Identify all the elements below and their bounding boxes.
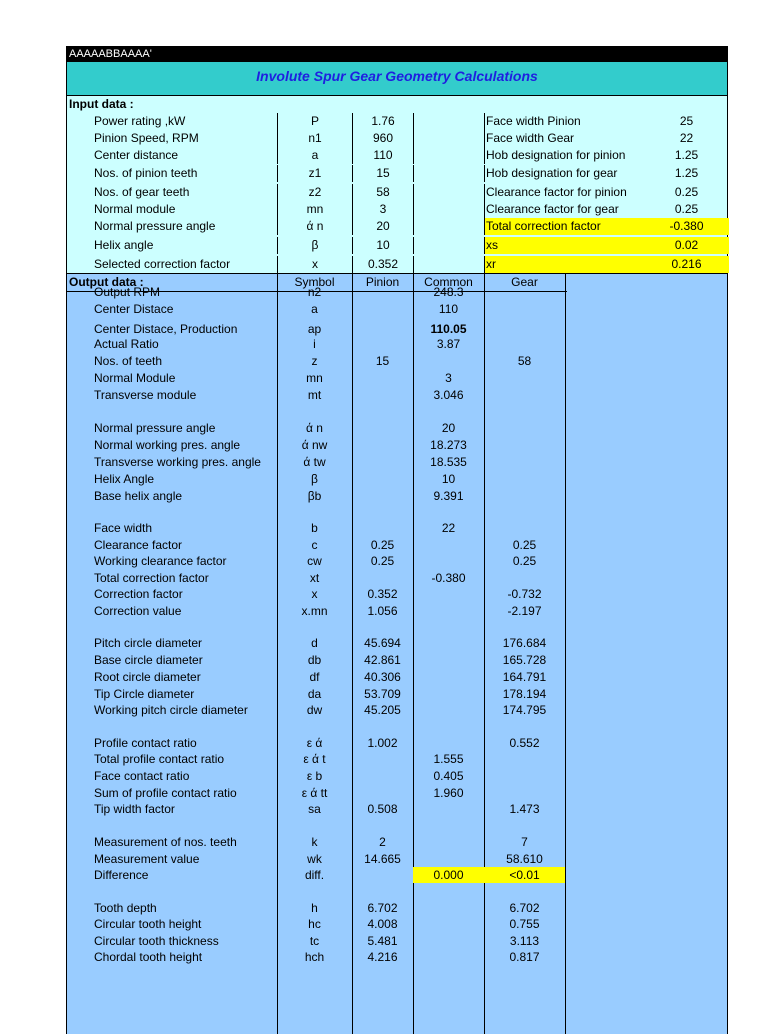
output-label: Transverse working pres. angle <box>94 455 261 469</box>
output-symbol: tc <box>309 934 320 948</box>
input-right-value-cell[interactable]: 1.25 <box>674 166 699 180</box>
table-row <box>67 652 567 668</box>
output-symbol: diff. <box>304 868 325 882</box>
output-symbol: x.mn <box>301 604 328 618</box>
output-label: Face width <box>94 521 153 535</box>
input-empty-cell <box>413 218 484 235</box>
input-empty-cell <box>413 130 484 147</box>
input-empty-cell <box>413 237 484 254</box>
input-symbol: ά n <box>277 218 352 235</box>
output-label: Total correction factor <box>94 571 209 585</box>
output-label: Transverse module <box>94 388 197 402</box>
input-data-heading: Input data : <box>66 95 728 113</box>
table-row <box>67 420 567 436</box>
table-row <box>67 284 567 300</box>
common-value-cell[interactable]: 18.535 <box>430 455 467 469</box>
output-symbol: d <box>311 636 318 650</box>
col-gear-header: Gear <box>511 275 538 289</box>
output-label: Helix Angle <box>94 472 155 486</box>
common-value-cell[interactable]: 0.000 <box>413 867 484 883</box>
pinion-value-cell[interactable]: 42.861 <box>364 653 401 667</box>
common-value-cell[interactable]: 18.273 <box>430 438 467 452</box>
input-right-label: Hob designation for gear <box>484 165 644 182</box>
table-row <box>67 537 567 553</box>
table-row <box>67 669 567 685</box>
table-row <box>67 520 567 536</box>
sheet-top-label: AAAAABBAAAA' <box>66 46 728 62</box>
output-label: Tip width factor <box>94 802 175 816</box>
input-row <box>67 130 729 147</box>
input-empty-cell <box>413 113 484 130</box>
input-data-table <box>66 113 728 273</box>
gear-value-cell[interactable]: 0.25 <box>512 538 537 552</box>
gear-value-cell[interactable]: 0.755 <box>509 917 540 931</box>
output-label: Face contact ratio <box>94 769 190 783</box>
input-row <box>67 184 729 201</box>
input-empty-cell <box>413 147 484 164</box>
pinion-value-cell[interactable]: 4.008 <box>367 917 398 931</box>
input-label: Center distance <box>94 148 179 162</box>
common-value-cell[interactable]: 1.555 <box>433 752 464 766</box>
gear-value-cell[interactable]: 165.728 <box>502 653 547 667</box>
input-right-value-cell[interactable]: 0.216 <box>644 256 729 273</box>
output-symbol: z <box>311 354 318 368</box>
output-symbol: ά nw <box>301 438 328 452</box>
output-label: Base helix angle <box>94 489 183 503</box>
input-right-label: Face width Pinion <box>484 113 644 130</box>
col-pinion-header: Pinion <box>365 275 400 289</box>
output-label: Normal working pres. angle <box>94 438 241 452</box>
common-value-cell[interactable]: 248.3 <box>433 285 464 299</box>
input-right-label: xs <box>484 237 644 254</box>
output-symbol: hc <box>308 917 321 931</box>
input-right-label: Clearance factor for gear <box>484 201 644 218</box>
input-label: Nos. of gear teeth <box>94 185 190 199</box>
input-symbol: z2 <box>277 184 352 201</box>
input-right-value-cell[interactable]: 0.25 <box>674 185 699 199</box>
output-symbol: h <box>311 901 318 915</box>
table-row <box>67 900 567 916</box>
input-right-value-cell[interactable]: 0.02 <box>644 237 729 254</box>
input-row <box>67 113 729 130</box>
output-label: Base circle diameter <box>94 653 203 667</box>
pinion-value-cell[interactable]: 15 <box>375 354 390 368</box>
input-symbol: P <box>277 113 352 130</box>
input-right-label: xr <box>484 256 644 273</box>
table-row <box>67 321 567 337</box>
output-label: Profile contact ratio <box>94 736 197 750</box>
common-value-cell[interactable]: 1.960 <box>433 786 464 800</box>
input-row <box>67 237 729 254</box>
table-row <box>67 454 567 470</box>
common-value-cell[interactable]: 110.05 <box>430 322 467 336</box>
pinion-value-cell[interactable]: 5.481 <box>367 934 398 948</box>
table-row <box>67 353 567 369</box>
table-row <box>67 471 567 487</box>
pinion-value-cell[interactable]: 0.508 <box>367 802 398 816</box>
table-row <box>67 488 567 504</box>
input-right-label: Total correction factor <box>484 218 644 235</box>
pinion-value-cell[interactable]: 53.709 <box>364 687 401 701</box>
input-symbol: n1 <box>277 130 352 147</box>
output-label: Measurement value <box>94 852 200 866</box>
table-row <box>67 603 567 619</box>
gear-value-cell[interactable]: -0.732 <box>507 587 542 601</box>
input-value-cell[interactable]: 10 <box>352 237 413 254</box>
output-label: Output RPM <box>94 285 161 299</box>
common-value-cell[interactable]: 3.046 <box>433 388 464 402</box>
input-right-value-cell[interactable]: 0.25 <box>674 202 699 216</box>
input-value-cell[interactable]: 58 <box>352 184 413 201</box>
input-value-cell[interactable]: 15 <box>352 165 413 182</box>
output-label: Circular tooth thickness <box>94 934 219 948</box>
gear-value-cell[interactable]: 6.702 <box>509 901 540 915</box>
input-empty-cell <box>413 256 484 273</box>
output-symbol: cw <box>307 554 322 568</box>
input-empty-cell <box>413 184 484 201</box>
table-row <box>67 686 567 702</box>
input-right-value-cell[interactable]: -0.380 <box>644 218 729 235</box>
input-value-cell[interactable]: 1.76 <box>352 113 413 130</box>
pinion-value-cell[interactable]: 40.306 <box>364 670 401 684</box>
gear-value-cell[interactable]: 7 <box>521 835 528 849</box>
output-label: Tooth depth <box>94 901 157 915</box>
output-symbol: ε ά <box>306 736 323 750</box>
output-symbol: n2 <box>307 285 322 299</box>
input-label: Selected correction factor <box>94 257 231 271</box>
output-label: Total profile contact ratio <box>94 752 225 766</box>
table-row <box>67 834 567 850</box>
input-symbol: a <box>277 147 352 164</box>
output-symbol: b <box>311 521 318 535</box>
output-symbol: x <box>311 587 318 601</box>
gear-value-cell[interactable]: 176.684 <box>502 636 547 650</box>
table-row <box>67 437 567 453</box>
output-data-heading: Output data : <box>69 275 144 289</box>
output-symbol: ά n <box>306 421 323 435</box>
gear-value-cell[interactable]: -2.197 <box>507 604 542 618</box>
gear-value-cell[interactable]: 174.795 <box>502 703 547 717</box>
output-label: Pitch circle diameter <box>94 636 203 650</box>
table-row <box>67 553 567 569</box>
table-row <box>67 370 567 386</box>
input-symbol: z1 <box>277 165 352 182</box>
input-row <box>67 147 729 164</box>
output-symbol: mt <box>307 388 322 402</box>
table-row <box>67 735 567 751</box>
pinion-value-cell[interactable]: 0.25 <box>370 554 395 568</box>
table-row <box>67 387 567 403</box>
table-row <box>67 916 567 932</box>
gear-value-cell[interactable]: 0.25 <box>512 554 537 568</box>
table-row <box>67 851 567 867</box>
input-value-cell[interactable]: 3 <box>352 201 413 218</box>
table-row <box>67 586 567 602</box>
pinion-value-cell[interactable]: 6.702 <box>367 901 398 915</box>
output-label: Center Distace, Production <box>94 322 238 336</box>
common-value-cell[interactable]: -0.380 <box>431 571 466 585</box>
pinion-value-cell[interactable]: 4.216 <box>367 950 398 964</box>
input-value-cell[interactable]: 960 <box>352 130 413 147</box>
common-value-cell[interactable]: 3.87 <box>436 337 461 351</box>
output-symbol: ά tw <box>303 455 326 469</box>
table-row <box>67 336 567 352</box>
gear-value-cell[interactable]: 58.610 <box>506 852 543 866</box>
gear-value-cell[interactable]: 58 <box>517 354 532 368</box>
input-right-label: Hob designation for pinion <box>484 147 644 164</box>
common-value-cell[interactable]: 20 <box>441 421 456 435</box>
pinion-value-cell[interactable]: 0.25 <box>370 538 395 552</box>
input-label: Pinion Speed, RPM <box>94 131 199 145</box>
output-symbol: a <box>311 302 318 316</box>
input-label: Power rating ,kW <box>94 114 186 128</box>
input-label: Normal pressure angle <box>94 219 216 233</box>
page-title: Involute Spur Gear Geometry Calculations <box>66 62 728 95</box>
input-value-cell[interactable]: 0.352 <box>352 256 413 273</box>
table-row <box>67 768 567 784</box>
col-common-header: Common <box>424 275 473 289</box>
pinion-value-cell[interactable]: 1.056 <box>367 604 398 618</box>
table-row <box>67 801 567 817</box>
table-row <box>67 867 567 883</box>
common-value-cell[interactable]: 9.391 <box>433 489 464 503</box>
output-symbol: ε ά tt <box>301 786 328 800</box>
output-symbol: k <box>311 835 318 849</box>
output-symbol: β <box>311 472 318 486</box>
common-value-cell[interactable]: 10 <box>441 472 456 486</box>
input-label: Nos. of pinion teeth <box>94 166 198 180</box>
input-row <box>67 201 729 218</box>
table-row <box>67 635 567 651</box>
output-symbol: db <box>307 653 322 667</box>
gear-value-cell[interactable]: 0.817 <box>509 950 540 964</box>
input-right-value-cell[interactable]: 22 <box>679 131 694 145</box>
input-symbol: x <box>277 256 352 273</box>
gear-value-cell[interactable]: 178.194 <box>502 687 547 701</box>
output-label: Sum of profile contact ratio <box>94 786 237 800</box>
common-value-cell[interactable]: 3 <box>445 371 452 385</box>
output-symbol: df <box>309 670 320 684</box>
output-label: Difference <box>94 868 149 882</box>
output-label: Clearance factor <box>94 538 183 552</box>
output-symbol: sa <box>308 802 321 816</box>
table-row <box>67 702 567 718</box>
gear-value-cell[interactable]: <0.01 <box>484 867 565 883</box>
common-value-cell[interactable]: 110 <box>438 302 459 316</box>
table-row <box>67 301 567 317</box>
output-label: Actual Ratio <box>94 337 159 351</box>
output-symbol: xt <box>309 571 320 585</box>
input-value-cell[interactable]: 20 <box>352 218 413 235</box>
input-empty-cell <box>413 165 484 182</box>
input-label: Helix angle <box>94 238 154 252</box>
gear-value-cell[interactable]: 3.113 <box>509 934 540 948</box>
input-row <box>67 256 729 273</box>
input-value-cell[interactable]: 110 <box>352 147 413 164</box>
output-label: Working pitch circle diameter <box>94 703 248 717</box>
output-label: Correction factor <box>94 587 183 601</box>
output-symbol: βb <box>307 489 322 503</box>
input-row <box>67 218 729 235</box>
input-right-value-cell[interactable]: 1.25 <box>674 148 699 162</box>
output-label: Measurement of nos. teeth <box>94 835 237 849</box>
table-row <box>67 751 567 767</box>
input-empty-cell <box>413 201 484 218</box>
output-label: Tip Circle diameter <box>94 687 195 701</box>
output-symbol: c <box>311 538 318 552</box>
pinion-value-cell[interactable]: 45.205 <box>364 703 401 717</box>
input-row <box>67 165 729 182</box>
pinion-value-cell[interactable]: 45.694 <box>364 636 401 650</box>
output-label: Center Distace <box>94 302 174 316</box>
output-symbol: wk <box>307 852 322 866</box>
output-label: Working clearance factor <box>94 554 227 568</box>
table-row <box>67 949 567 965</box>
pinion-value-cell[interactable]: 1.002 <box>367 736 398 750</box>
gear-value-cell[interactable]: 164.791 <box>502 670 547 684</box>
pinion-value-cell[interactable]: 14.665 <box>364 852 401 866</box>
table-row <box>67 933 567 949</box>
pinion-value-cell[interactable]: 0.352 <box>367 587 398 601</box>
input-right-label: Clearance factor for pinion <box>484 184 644 201</box>
output-data-table <box>66 273 728 1034</box>
output-label: Root circle diameter <box>94 670 201 684</box>
common-value-cell[interactable]: 22 <box>441 521 456 535</box>
output-symbol: i <box>313 337 316 351</box>
pinion-value-cell[interactable]: 2 <box>379 835 386 849</box>
output-symbol: ε ά t <box>303 752 326 766</box>
input-right-label: Face width Gear <box>484 130 644 147</box>
table-row <box>67 570 567 586</box>
gear-value-cell[interactable]: 1.473 <box>509 802 540 816</box>
output-label: Normal Module <box>94 371 176 385</box>
output-symbol: dw <box>306 703 323 717</box>
output-label: Correction value <box>94 604 182 618</box>
gear-value-cell[interactable]: 0.552 <box>509 736 540 750</box>
output-label: Nos. of teeth <box>94 354 163 368</box>
output-symbol: ε b <box>306 769 323 783</box>
input-label: Normal module <box>94 202 176 216</box>
output-label: Chordal tooth height <box>94 950 203 964</box>
col-symbol-header: Symbol <box>294 275 335 289</box>
output-label: Circular tooth height <box>94 917 202 931</box>
spreadsheet <box>66 46 728 1034</box>
output-symbol: da <box>307 687 322 701</box>
output-label: Normal pressure angle <box>94 421 216 435</box>
input-symbol: mn <box>277 201 352 218</box>
output-symbol: mn <box>306 371 323 385</box>
common-value-cell[interactable]: 0.405 <box>433 769 464 783</box>
output-symbol: ap <box>307 322 322 336</box>
output-symbol: hch <box>304 950 325 964</box>
input-symbol: β <box>277 237 352 254</box>
input-right-value-cell[interactable]: 25 <box>679 114 694 128</box>
table-row <box>67 785 567 801</box>
